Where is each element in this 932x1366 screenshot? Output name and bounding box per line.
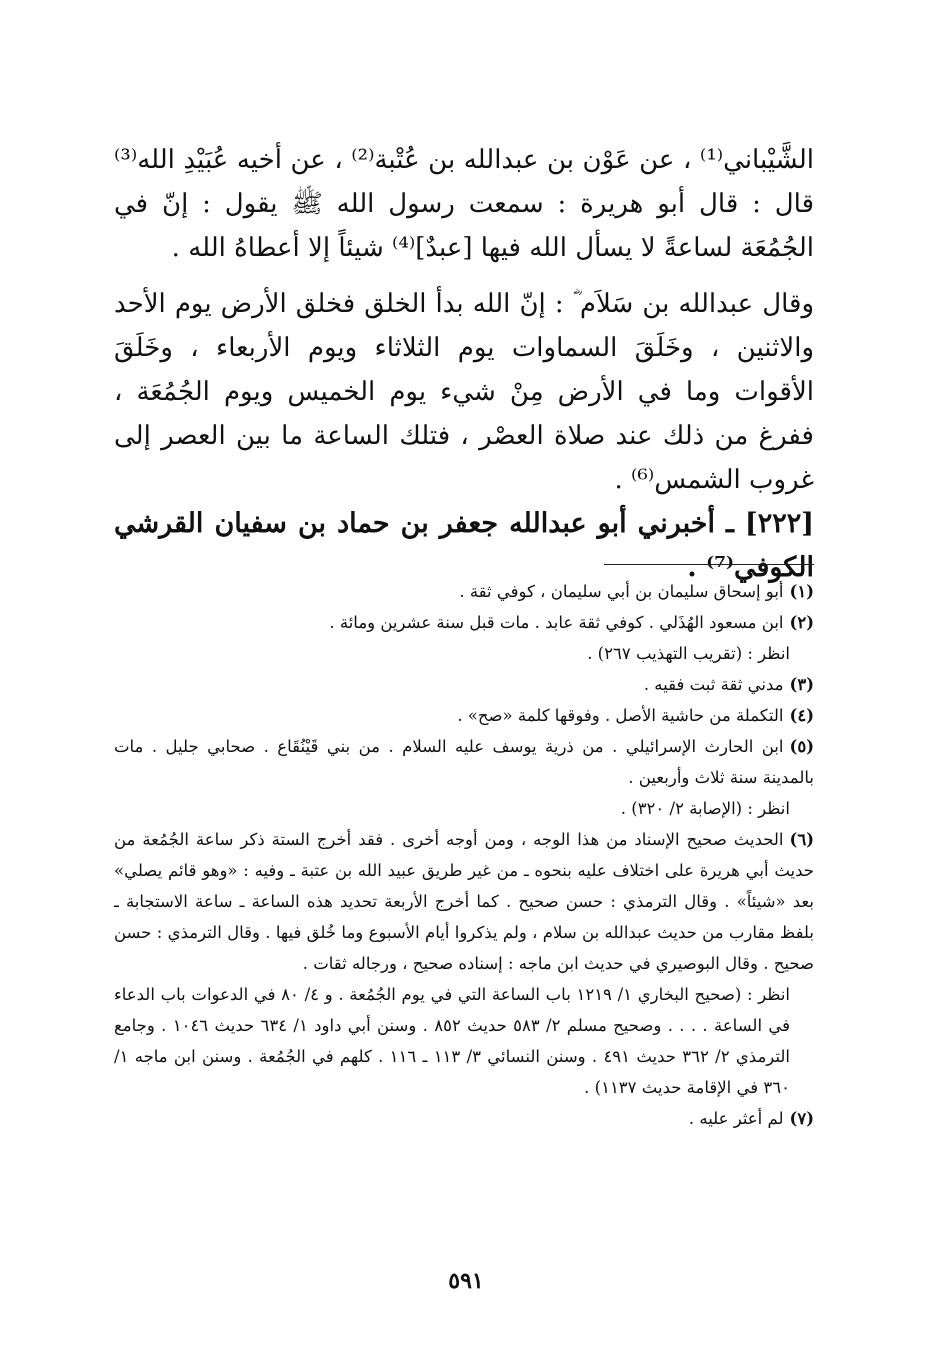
footnote-number: (٥)	[789, 737, 814, 756]
footnote-text: لم أعثر عليه .	[688, 1109, 784, 1128]
footnotes	[114, 576, 814, 1134]
footnote-separator	[604, 564, 814, 565]
footnote-5	[114, 731, 814, 793]
page-number: ٥٩١	[448, 1268, 484, 1294]
footnote-7	[114, 1103, 814, 1134]
footnote-2	[114, 607, 814, 638]
paragraph-isnad: الشَّيْباني⁽¹⁾ ، عن عَوْن بن عبدالله بن عُتْبة⁽²⁾ ، عن أخيه عُبَيْدِ الله⁽³⁾ قال : قال أبو هريرة : سمعت رسول الله ﷺ يقول : إنّ في الجُمُعَة لساعةً لا يسأل الله فيها [عبدٌ]⁽⁴⁾ شيئاً إلا أعطاهُ الله .	[114, 145, 815, 263]
footnote-text: التكملة من حاشية الأصل . وفوقها كلمة «صح» .	[457, 706, 784, 725]
main-text	[114, 138, 814, 590]
footnote-6-reference: انظر : (صحيح البخاري ١/ ١٢١٩ باب الساعة التي في يوم الجُمُعة . و ٤/ ٨٠ في الدعوات باب الدعاء في الساعة . . . . وصحيح مسلم ٢/ ٥٨٣ حديث ٨٥٢ . وسنن أبي داود ١/ ٦٣٤ حديث ١٠٤٦ . وجامع الترمذي ٢/ ٣٦٢ حديث ٤٩١ . وسنن النسائي ٣/ ١١٣ ـ ١١٦ . كلهم في الجُمُعة . وسنن ابن ماجه ١/ ٣٦٠ في الإقامة حديث ١١٣٧) .	[114, 985, 791, 1097]
footnote-number: (٤)	[789, 706, 814, 725]
footnote-number: (٢)	[789, 613, 814, 632]
footnote-text: ابن مسعود الهُذَلي . كوفي ثقة عابد . مات قبل سنة عشرين ومائة .	[329, 613, 784, 632]
footnote-number: (٦)	[789, 830, 814, 849]
footnote-text: الحديث صحيح الإسناد من هذا الوجه ، ومن أوجه أخرى . فقد أخرج الستة ذكر ساعة الجُمُعة من حديث أبي هريرة على اختلاف عليه بنحوه ـ من غير طريق عبيد الله بن عتبة ـ وفيه : «وهو قائم يصلي» بعد «شيئاً» . وقال الترمذي : حسن صحيح . كما أخرج الأربعة تحديد هذه الساعة ـ ساعة الاستجابة ـ بلفظ مقارب من حديث عبدالله بن سلام ، ولم يذكروا أيام الأسبوع وما خُلق فيها . وقال الترمذي : حسن صحيح . وقال البوصيري في حديث ابن ماجه : إسناده صحيح ، ورجاله ثقات .	[114, 830, 814, 973]
footnote-3	[114, 669, 814, 700]
paragraph-abdullah-bin-salam: وقال عبدالله بن سَلاَم ؓ : إنّ الله بدأ الخلق فخلق الأرض يوم الأحد والاثنين ، وخَلَقَ السماوات يوم الثلاثاء ويوم الأربعاء ، وخَلَقَ الأقوات وما في الأرض مِنْ شيء يوم الخميس ويوم الجُمُعَة ، ففرغ من ذلك عند صلاة العصْر ، فتلك الساعة ما بين العصر إلى غروب الشمس⁽⁶⁾ .	[114, 289, 814, 495]
footnote-2-reference: انظر : (تقريب التهذيب ٢٦٧) .	[587, 644, 790, 663]
footnote-text: مدني ثقة ثبت فقيه .	[643, 675, 784, 694]
footnote-number: (٧)	[789, 1109, 814, 1128]
footnote-4	[114, 700, 814, 731]
footnote-text: أبو إسحاق سليمان بن أبي سليمان ، كوفي ثقة .	[459, 582, 784, 601]
footnote-5-reference: انظر : (الإصابة ٢/ ٣٢٠) .	[620, 799, 790, 818]
hadith-heading-222: [٢٢٢] ـ أخبرني أبو عبدالله جعفر بن حماد بن سفيان القرشي الكوفي⁽⁷⁾ .	[114, 508, 815, 583]
footnote-1	[114, 576, 814, 607]
footnote-6	[114, 824, 814, 979]
footnote-number: (١)	[789, 582, 814, 601]
footnote-number: (٣)	[789, 675, 814, 694]
footnote-text: ابن الحارث الإسرائيلي . من ذرية يوسف عليه السلام . من بني قَيْنُقَاع . صحابي جليل . مات بالمدينة سنة ثلاث وأربعين .	[114, 737, 814, 787]
